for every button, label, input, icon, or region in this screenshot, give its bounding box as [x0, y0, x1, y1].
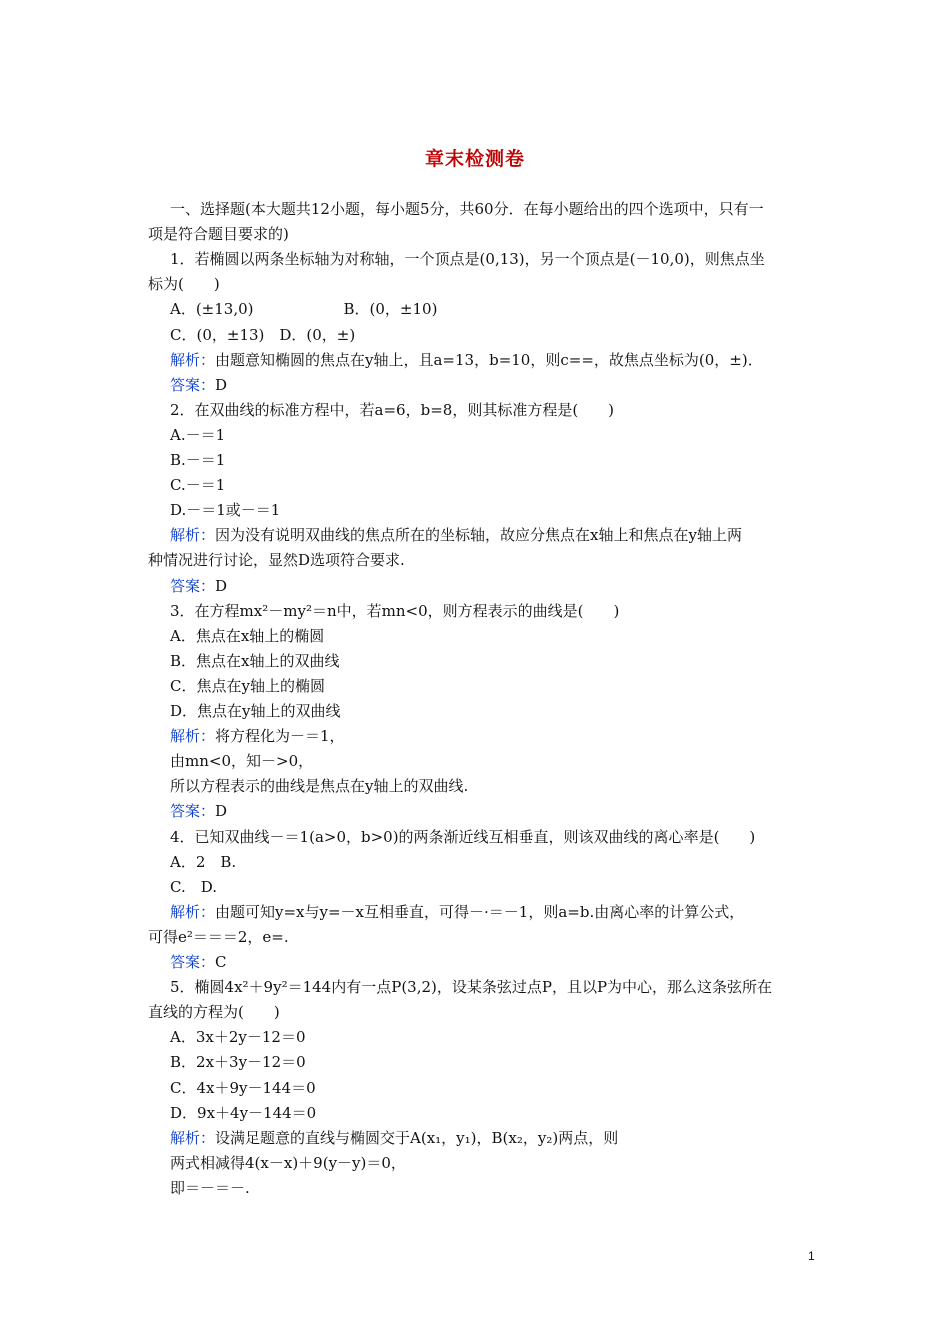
page-title: 章末检测卷	[424, 148, 525, 170]
text-line	[148, 1002, 280, 1022]
line-text: D	[215, 802, 228, 821]
line-text: 设满足题意的直线与椭圆交于A(x₁，y₁)，B(x₂，y₂)两点，则	[215, 1128, 619, 1147]
line-text: A．(±13,0) B．(0，±10)	[170, 300, 438, 319]
line-text: C．焦点在y轴上的椭圆	[170, 676, 325, 695]
line-text: 即＝－＝－.	[170, 1178, 250, 1197]
line-text: B.－＝1	[170, 451, 226, 469]
analysis-label: 解析：	[170, 526, 216, 545]
line-text: 因为没有说明双曲线的焦点所在的坐标轴，故应分焦点在x轴上和焦点在y轴上两	[215, 526, 742, 545]
line-text: 直线的方程为( )	[148, 1003, 280, 1022]
text-line	[170, 601, 619, 621]
line-text: C	[215, 953, 227, 971]
text-line	[170, 751, 313, 771]
text-line	[170, 1027, 305, 1047]
text-line	[170, 500, 280, 520]
line-text: D．9x＋4y－144＝0	[170, 1103, 317, 1122]
text-line	[170, 651, 339, 671]
text-line	[170, 450, 225, 470]
line-text: A.－＝1	[170, 425, 226, 444]
line-text: 5．椭圆4x²＋9y²＝144内有一点P(3,2)，设某条弦过点P，且以P为中心，那么这条弦所在	[170, 978, 773, 997]
line-text: 由题可知y=x与y=－x互相垂直，可得－·＝－1，则a=b.由离心率的计算公式，	[215, 902, 745, 921]
text-line	[170, 1078, 316, 1098]
line-text: 由题意知椭圆的焦点在y轴上，且a=13，b=10，则c==，故焦点坐标为(0，±)．	[215, 350, 763, 369]
text-line	[170, 977, 772, 997]
text-line	[170, 1153, 406, 1173]
answer-label: 答案：	[170, 953, 216, 971]
answer-label: 答案：	[170, 576, 216, 595]
line-text: A．3x＋2y－12＝0	[170, 1028, 306, 1047]
line-text: 将方程化为－＝1，	[215, 727, 345, 746]
line-text: D.－＝1或－＝1	[170, 501, 281, 520]
text-line	[170, 676, 325, 696]
text-line	[170, 626, 324, 646]
text-line	[170, 801, 227, 821]
analysis-label: 解析：	[170, 727, 216, 746]
line-text: B．2x＋3y－12＝0	[170, 1053, 306, 1072]
line-text: C.－＝1	[170, 476, 226, 495]
line-text: 所以方程表示的曲线是焦点在y轴上的双曲线.	[170, 777, 469, 796]
text-line	[170, 701, 341, 721]
line-text: 3．在方程mx²－my²＝n中，若mn<0，则方程表示的曲线是( )	[170, 601, 620, 620]
line-text: D．焦点在y轴上的双曲线	[170, 702, 341, 720]
text-line	[170, 776, 468, 796]
line-text: B．焦点在x轴上的双曲线	[170, 651, 340, 670]
text-line	[170, 249, 765, 269]
text-line	[170, 375, 227, 395]
line-text: D	[215, 576, 228, 595]
text-line	[170, 576, 227, 596]
text-line	[170, 1178, 250, 1198]
analysis-label: 解析：	[170, 902, 216, 921]
line-text: 4．已知双曲线－＝1(a>0，b>0)的两条渐近线互相垂直，则该双曲线的离心率是( )	[170, 827, 756, 846]
line-text: 由mn<0，知－>0，	[170, 752, 314, 771]
line-text: 一、选择题(本大题共12小题，每小题5分，共60分．在每小题给出的四个选项中，只有一	[170, 200, 764, 218]
text-line	[170, 525, 742, 545]
line-text: 项是符合题目要求的)	[148, 225, 289, 244]
text-line	[148, 224, 289, 244]
line-text: C．4x＋9y－144＝0	[170, 1078, 316, 1097]
line-text: 标为( )	[148, 275, 220, 294]
text-line	[148, 550, 405, 570]
line-text: 可得e²＝＝＝2，e=.	[148, 927, 289, 946]
text-line	[170, 952, 227, 972]
line-text: 种情况进行讨论，显然D选项符合要求.	[148, 551, 405, 570]
text-line	[170, 726, 345, 746]
line-text: C. D.	[170, 877, 217, 896]
text-line	[148, 927, 289, 947]
text-line	[170, 400, 614, 420]
line-text: 1．若椭圆以两条坐标轴为对称轴，一个顶点是(0,13)，另一个顶点是(－10,0)，则焦点坐	[170, 250, 765, 269]
line-text: A．焦点在x轴上的椭圆	[170, 626, 325, 645]
text-line	[170, 827, 755, 847]
answer-label: 答案：	[170, 375, 216, 394]
text-line	[170, 852, 236, 872]
text-line	[170, 1052, 306, 1072]
text-line	[170, 1128, 618, 1148]
text-line	[170, 325, 355, 345]
text-line	[170, 877, 217, 897]
text-line	[148, 274, 220, 294]
analysis-label: 解析：	[170, 1128, 216, 1147]
analysis-label: 解析：	[170, 350, 216, 369]
text-line	[170, 475, 225, 495]
line-text: A．2 B.	[170, 852, 237, 871]
text-line	[170, 299, 437, 319]
line-text: C．(0，±13) D．(0，±)	[170, 325, 356, 344]
text-line	[170, 1103, 316, 1123]
text-line	[170, 425, 225, 445]
line-text: D	[215, 375, 228, 394]
answer-label: 答案：	[170, 802, 216, 821]
page-number: 1	[808, 1249, 815, 1263]
line-text: 两式相减得4(x－x)＋9(y－y)＝0，	[170, 1153, 406, 1172]
text-line	[170, 199, 764, 219]
text-line	[170, 902, 744, 922]
text-line	[170, 350, 763, 370]
line-text: 2．在双曲线的标准方程中，若a=6，b=8，则其标准方程是( )	[170, 400, 615, 419]
